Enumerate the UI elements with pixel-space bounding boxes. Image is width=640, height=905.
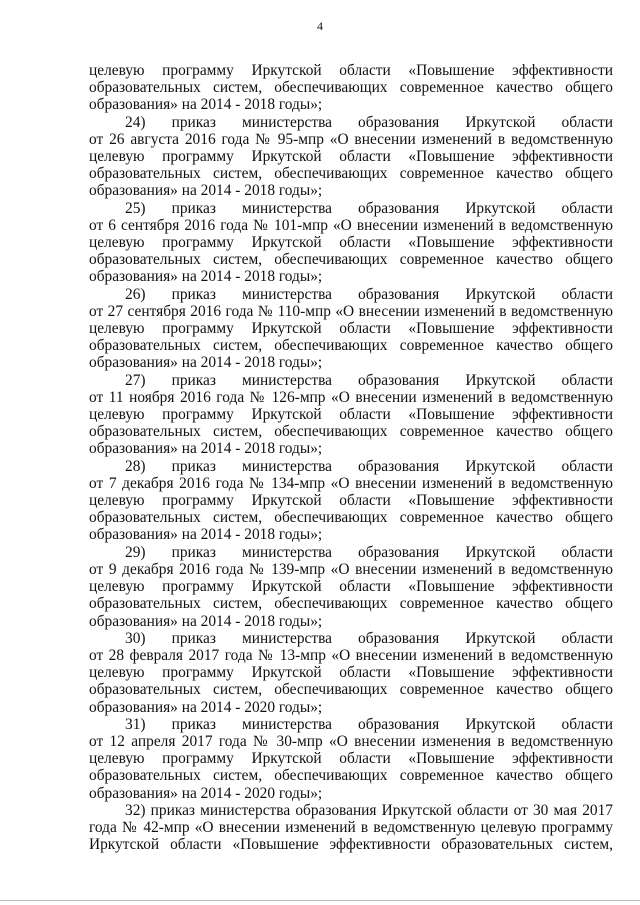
list-item-paragraph xyxy=(89,458,613,544)
text-line: года № 42-мпр «О внесении изменений в ведомственную целевую программу xyxy=(89,818,613,836)
text-line: образовательных систем, обеспечивающих современное качество общего xyxy=(89,337,613,355)
list-item-paragraph xyxy=(89,544,613,630)
text-line: 30) приказ министерства образования Иркутской области xyxy=(125,629,613,647)
text-line: образования» на 2014 - 2018 годы»; xyxy=(89,612,323,630)
paragraph-continuation xyxy=(89,62,613,114)
text-line: образования» на 2014 - 2018 годы»; xyxy=(89,526,323,544)
text-line: целевую программу Иркутской области «Повышение эффективности xyxy=(89,148,613,166)
list-item-paragraph xyxy=(89,114,613,200)
page-bottom-edge xyxy=(0,900,640,901)
text-line: образования» на 2014 - 2018 годы»; xyxy=(89,354,323,372)
text-line: 24) приказ министерства образования Иркутской области xyxy=(125,113,613,131)
list-item-paragraph xyxy=(89,286,613,372)
text-line: образования» на 2014 - 2018 годы»; xyxy=(89,268,323,286)
text-line: образовательных систем, обеспечивающих современное качество общего xyxy=(89,251,613,269)
text-line: образовательных систем, обеспечивающих современное качество общего xyxy=(89,79,613,97)
list-item-paragraph xyxy=(89,630,613,716)
page-number: 4 xyxy=(317,19,323,33)
text-line: 28) приказ министерства образования Иркутской области xyxy=(125,457,613,475)
text-line: образовательных систем, обеспечивающих современное качество общего xyxy=(89,165,613,183)
text-line: 26) приказ министерства образования Иркутской области xyxy=(125,285,613,303)
text-line: целевую программу Иркутской области «Повышение эффективности xyxy=(89,664,613,682)
text-line: целевую программу Иркутской области «Повышение эффективности xyxy=(89,406,613,424)
list-item-paragraph xyxy=(89,802,613,854)
text-line: образовательных систем, обеспечивающих современное качество общего xyxy=(89,681,613,699)
text-line: целевую программу Иркутской области «Повышение эффективности xyxy=(89,234,613,252)
text-line: образовательных систем, обеспечивающих современное качество общего xyxy=(89,767,613,785)
text-line: от 7 декабря 2016 года № 134-мпр «О внесении изменений в ведомственную xyxy=(89,474,613,492)
text-line: от 6 сентября 2016 года № 101-мпр «О внесении изменений в ведомственную xyxy=(89,216,613,234)
text-line: 29) приказ министерства образования Иркутской области xyxy=(125,543,613,561)
text-line: 31) приказ министерства образования Иркутской области xyxy=(125,715,613,733)
text-line: Иркутской области «Повышение эффективности образовательных систем, xyxy=(89,836,613,854)
text-line: образования» на 2014 - 2018 годы»; xyxy=(89,440,323,458)
text-line: от 26 августа 2016 года № 95-мпр «О внесении изменений в ведомственную xyxy=(89,130,613,148)
text-line: от 12 апреля 2017 года № 30-мпр «О внесении изменения в ведомственную xyxy=(89,732,613,750)
list-item-paragraph xyxy=(89,200,613,286)
text-line: образования» на 2014 - 2018 годы»; xyxy=(89,182,323,200)
text-line: от 28 февраля 2017 года № 13-мпр «О внесении изменений в ведомственную xyxy=(89,646,613,664)
text-line: целевую программу Иркутской области «Повышение эффективности xyxy=(89,492,613,510)
text-line: образовательных систем, обеспечивающих современное качество общего xyxy=(89,509,613,527)
text-line: образовательных систем, обеспечивающих современное качество общего xyxy=(89,423,613,441)
text-line: от 9 декабря 2016 года № 139-мпр «О внесении изменений в ведомственную xyxy=(89,560,613,578)
text-line: 25) приказ министерства образования Иркутской области xyxy=(125,199,613,217)
text-line: целевую программу Иркутской области «Повышение эффективности xyxy=(89,750,613,768)
text-line: от 11 ноября 2016 года № 126-мпр «О внесении изменений в ведомственную xyxy=(89,388,613,406)
text-line: образовательных систем, обеспечивающих современное качество общего xyxy=(89,595,613,613)
document-body xyxy=(89,62,613,853)
text-line: образования» на 2014 - 2018 годы»; xyxy=(89,96,323,114)
text-line: целевую программу Иркутской области «Повышение эффективности xyxy=(89,320,613,338)
list-item-paragraph xyxy=(89,716,613,802)
text-line: 27) приказ министерства образования Иркутской области xyxy=(125,371,613,389)
text-line: образования» на 2014 - 2020 годы»; xyxy=(89,784,323,802)
text-line: 32) приказ министерства образования Иркутской области от 30 мая 2017 xyxy=(125,801,613,819)
text-line: образования» на 2014 - 2020 годы»; xyxy=(89,698,323,716)
text-line: целевую программу Иркутской области «Повышение эффективности xyxy=(89,578,613,596)
list-item-paragraph xyxy=(89,372,613,458)
text-line: целевую программу Иркутской области «Повышение эффективности xyxy=(89,62,613,79)
text-line: от 27 сентября 2016 года № 110-мпр «О внесении изменений в ведомственную xyxy=(89,302,613,320)
